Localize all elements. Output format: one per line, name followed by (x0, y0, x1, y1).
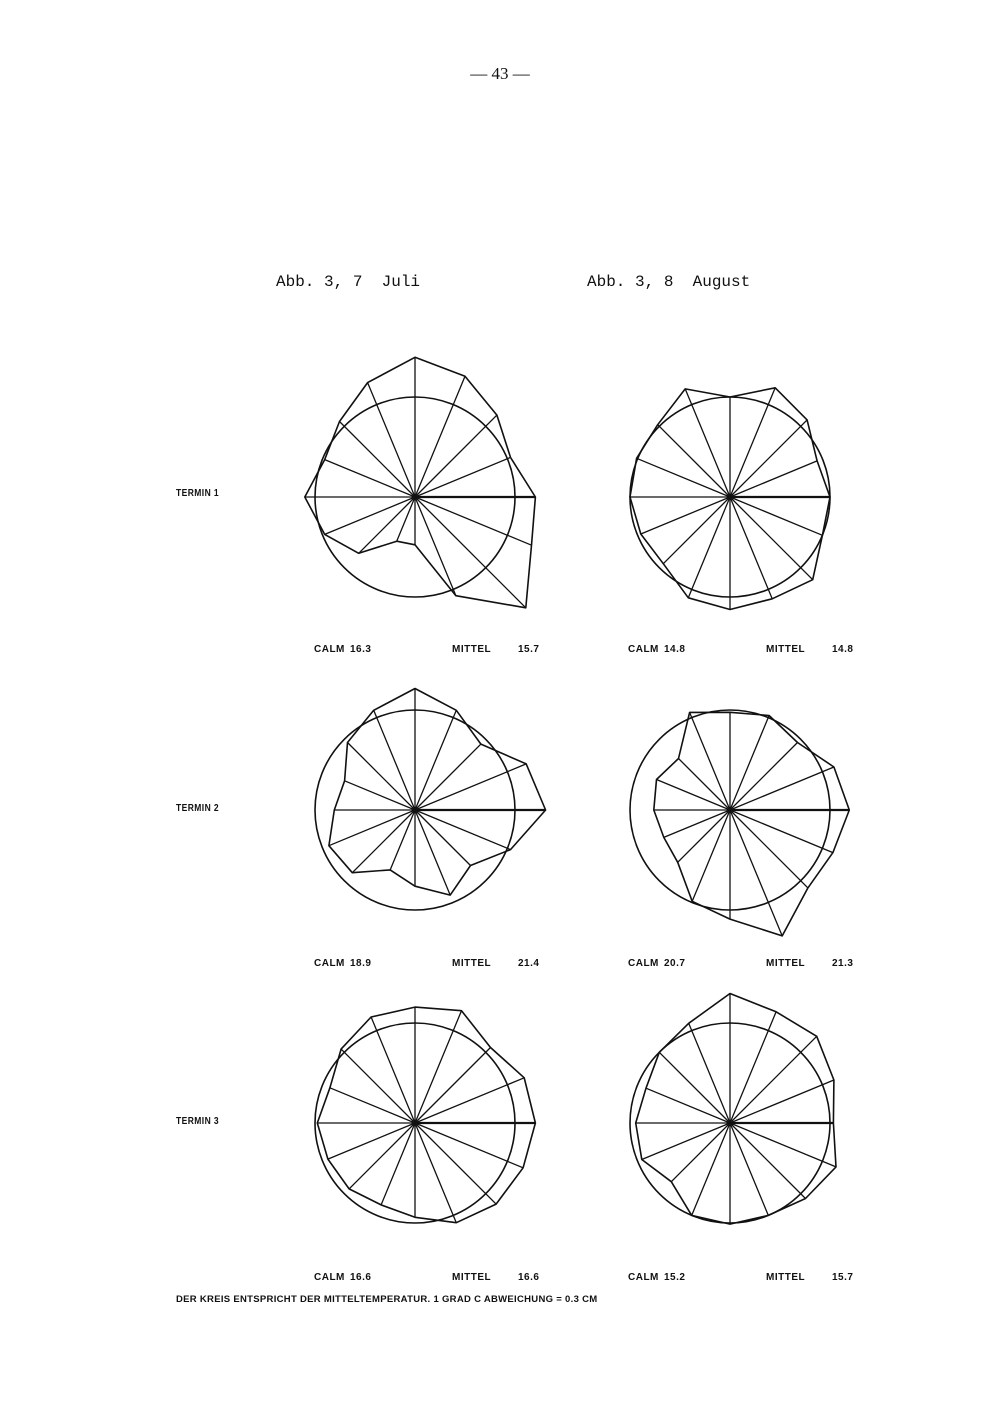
rose-outline (305, 357, 536, 608)
spoke-14 (679, 759, 731, 811)
spoke-6 (415, 810, 471, 866)
spoke-6 (415, 497, 526, 608)
mittel-value-juli-1: 15.7 (518, 644, 540, 655)
calm-label-august-1: CALM (628, 644, 659, 655)
spoke-10 (352, 810, 415, 873)
calm-value-juli-2: 18.9 (350, 958, 372, 969)
center-point (727, 494, 733, 500)
spoke-6 (730, 810, 808, 888)
mittel-value-juli-2: 21.4 (518, 958, 540, 969)
spoke-2 (730, 743, 798, 811)
rose-juli-termin-1 (245, 327, 585, 667)
spoke-14 (659, 1052, 730, 1123)
calm-label-august-2: CALM (628, 958, 659, 969)
spoke-2 (415, 1048, 491, 1124)
rose-august-termin-1 (560, 327, 900, 667)
calm-value-juli-1: 16.3 (350, 644, 372, 655)
rose-juli-termin-2 (245, 640, 585, 980)
spoke-2 (415, 744, 481, 810)
calm-value-august-1: 14.8 (664, 644, 686, 655)
center-point (727, 1120, 733, 1126)
spoke-2 (730, 1036, 817, 1123)
spoke-14 (340, 422, 416, 498)
footnote: DER KREIS ENTSPRICHT DER MITTELTEMPERATUR. 1 GRAD C ABWEICHUNG = 0.3 CM (176, 1294, 598, 1305)
spoke-14 (348, 743, 416, 811)
calm-value-juli-3: 16.6 (350, 1272, 372, 1283)
termin-3-label: TERMIN 3 (176, 1116, 220, 1127)
center-point (412, 1120, 418, 1126)
calm-value-august-3: 15.2 (664, 1272, 686, 1283)
spoke-14 (658, 425, 730, 497)
mittel-value-august-3: 15.7 (832, 1272, 854, 1283)
termin-1-label: TERMIN 1 (176, 488, 220, 499)
center-point (727, 807, 733, 813)
mittel-label-juli-3: MITTEL (452, 1272, 492, 1283)
spoke-10 (678, 810, 730, 862)
rose-august-termin-3 (560, 953, 900, 1293)
calm-label-august-3: CALM (628, 1272, 659, 1283)
page-number: — 43 — (470, 64, 530, 83)
mittel-value-august-1: 14.8 (832, 644, 854, 655)
header-juli: Abb. 3, 7 Juli (276, 273, 421, 291)
spoke-6 (730, 1123, 806, 1199)
calm-label-juli-2: CALM (314, 958, 345, 969)
spoke-10 (671, 1123, 730, 1182)
rose-outline (654, 712, 850, 936)
calm-label-juli-1: CALM (314, 644, 345, 655)
mittel-label-august-1: MITTEL (766, 644, 806, 655)
mittel-label-juli-2: MITTEL (452, 958, 492, 969)
rose-august-termin-2 (560, 640, 900, 980)
center-point (412, 807, 418, 813)
mittel-label-august-3: MITTEL (766, 1272, 806, 1283)
calm-value-august-2: 20.7 (664, 958, 686, 969)
center-point (412, 494, 418, 500)
spoke-6 (415, 1123, 496, 1204)
mittel-value-juli-3: 16.6 (518, 1272, 540, 1283)
termin-2-label: TERMIN 2 (176, 803, 220, 814)
header-august: Abb. 3, 8 August (587, 273, 751, 291)
spoke-10 (349, 1123, 415, 1189)
spoke-10 (663, 497, 730, 564)
rose-juli-termin-3 (245, 953, 585, 1293)
spoke-14 (341, 1049, 415, 1123)
spoke-2 (730, 420, 807, 497)
mittel-label-juli-1: MITTEL (452, 644, 492, 655)
mittel-value-august-2: 21.3 (832, 958, 854, 969)
mittel-label-august-2: MITTEL (766, 958, 806, 969)
calm-label-juli-3: CALM (314, 1272, 345, 1283)
rose-outline (317, 1007, 535, 1223)
spoke-2 (415, 415, 497, 497)
spoke-6 (730, 497, 813, 580)
